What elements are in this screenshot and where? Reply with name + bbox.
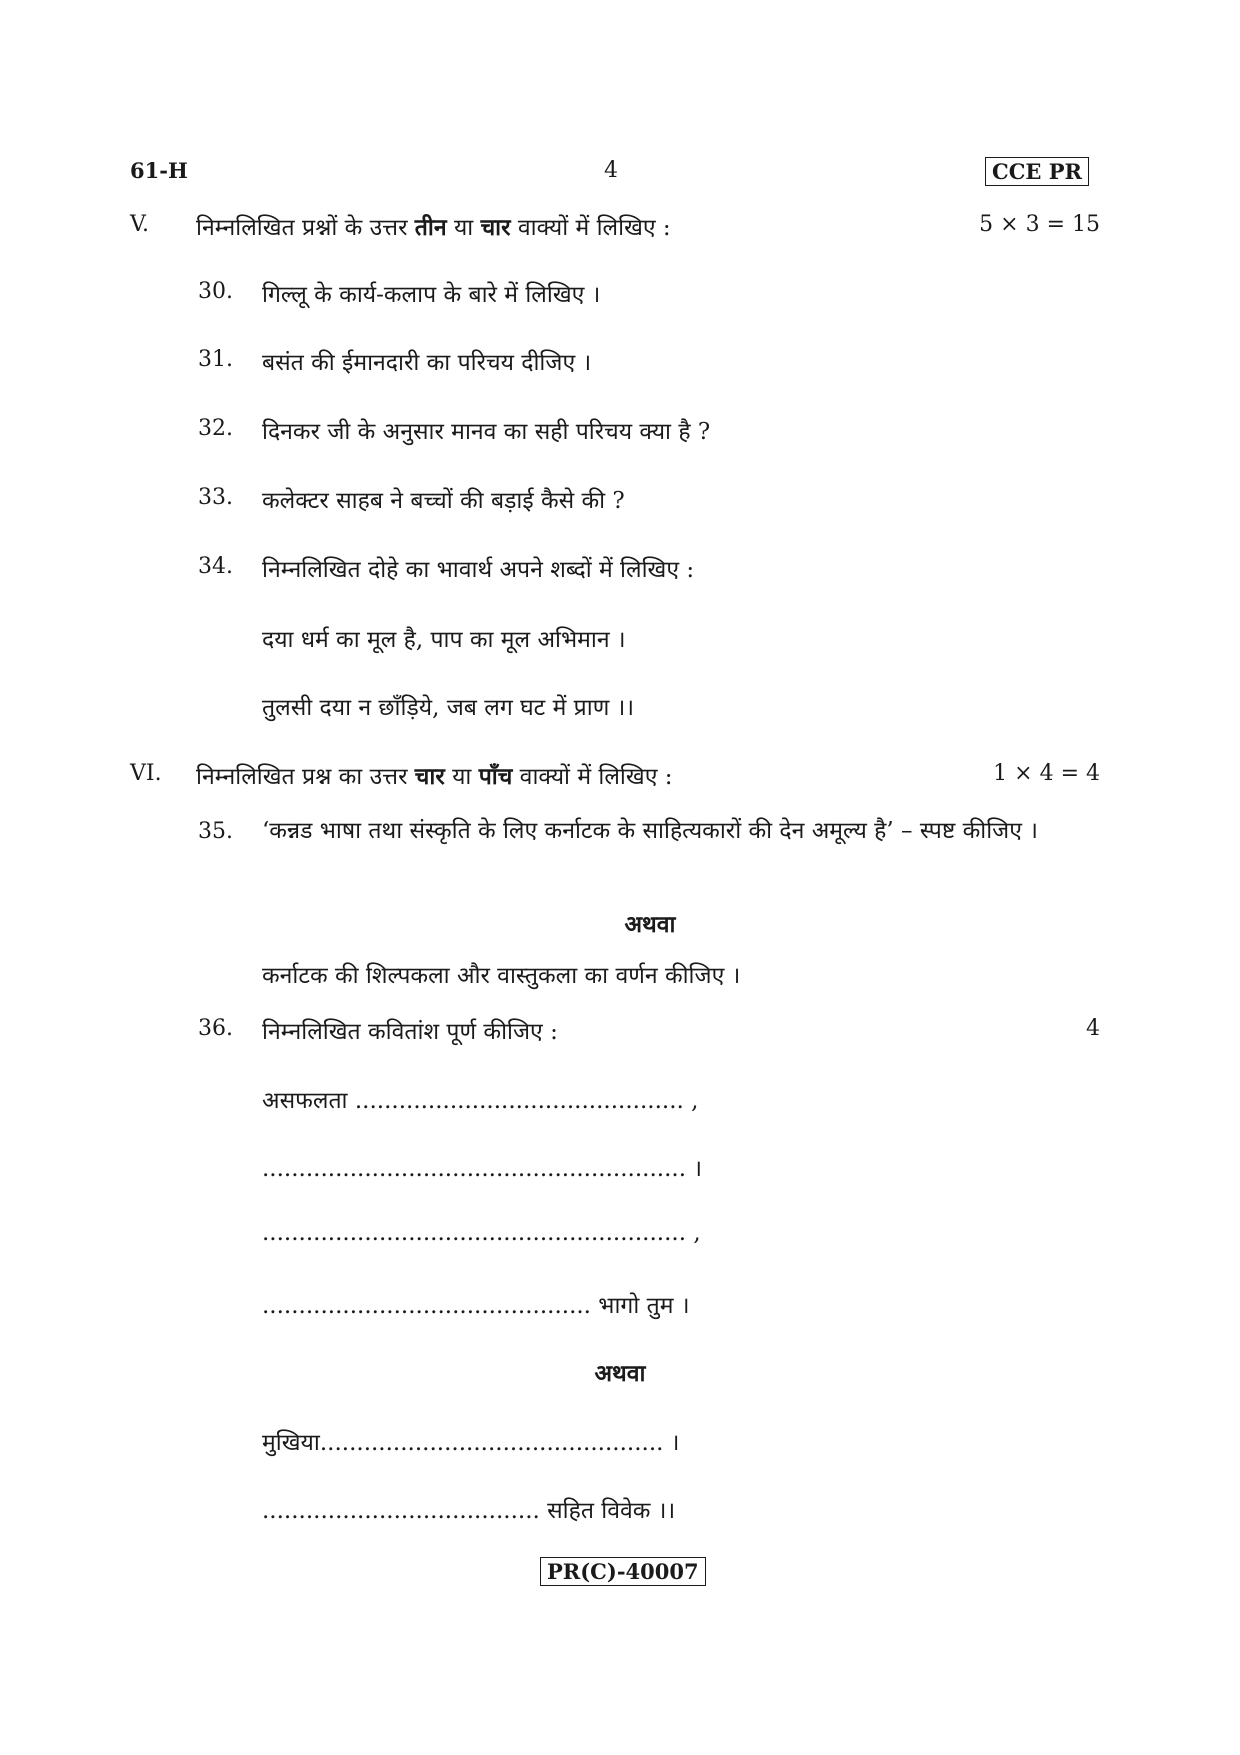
question-text: दिनकर जी के अनुसार मानव का सही परिचय क्या है ? (262, 419, 711, 445)
poem-blank-line: ............................................. भागो तुम । (262, 1293, 690, 1319)
question-number: 30. (198, 279, 233, 304)
poem-blank-line: .......................................................... , (262, 1220, 701, 1246)
or-divider: अथवा (594, 1360, 646, 1387)
question-text: कलेक्टर साहब ने बच्चों की बड़ाई कैसे की ? (262, 488, 625, 514)
instruction-text: वाक्यों में लिखिए : (510, 215, 671, 241)
question-text: ‘कन्नड भाषा तथा संस्कृति के लिए कर्नाटक के साहित्यकारों की देन अमूल्य है’ – स्पष्ट कीजिए । (262, 818, 1038, 844)
poem-blank-line: ...................................... सहित विवेक ।। (262, 1498, 676, 1524)
section-vi-instruction (196, 759, 672, 791)
section-vi-number: VI. (130, 761, 162, 786)
question-number: 35. (198, 819, 233, 844)
instruction-emphasis: पाँच (478, 763, 513, 790)
instruction-text: वाक्यों में लिखिए : (512, 764, 673, 790)
question-number: 34. (198, 554, 233, 579)
section-v-instruction (196, 210, 671, 242)
question-marks: 4 (1086, 1016, 1100, 1041)
section-v-number: V. (130, 212, 150, 237)
question-number: 32. (198, 416, 233, 441)
instruction-text: निम्नलिखित प्रश्नों के उत्तर (196, 215, 415, 241)
poem-blank-line: मुखिया............................................... । (262, 1430, 680, 1456)
question-text: बसंत की ईमानदारी का परिचय दीजिए । (262, 350, 592, 376)
section-vi-marks: 1 × 4 = 4 (993, 761, 1100, 786)
instruction-emphasis: तीन (414, 214, 447, 241)
section-v-marks: 5 × 3 = 15 (979, 212, 1100, 237)
instruction-text: निम्नलिखित प्रश्न का उत्तर (196, 764, 415, 790)
paper-code: 61-H (130, 158, 188, 183)
question-number: 33. (198, 485, 233, 510)
instruction-emphasis: चार (480, 214, 511, 241)
doha-line: तुलसी दया न छाँड़िये, जब लग घट में प्राण ।। (262, 695, 635, 721)
footer-code-badge: PR(C)-40007 (540, 1557, 706, 1586)
instruction-emphasis: चार (414, 763, 445, 790)
poem-blank-line: असफलता ............................................. , (262, 1088, 699, 1114)
series-badge: CCE PR (985, 157, 1089, 186)
instruction-text: या (444, 764, 479, 790)
question-text: निम्नलिखित कवितांश पूर्ण कीजिए : (262, 1019, 558, 1045)
question-text: गिल्लू के कार्य-कलाप के बारे में लिखिए । (262, 282, 601, 308)
question-number: 31. (198, 347, 233, 372)
doha-line: दया धर्म का मूल है, पाप का मूल अभिमान । (262, 627, 626, 653)
or-divider: अथवा (624, 911, 676, 938)
question-text: निम्नलिखित दोहे का भावार्थ अपने शब्दों में लिखिए : (262, 557, 695, 583)
poem-blank-line: .......................................................... । (262, 1156, 703, 1182)
question-alternative: कर्नाटक की शिल्पकला और वास्तुकला का वर्णन कीजिए । (262, 963, 741, 989)
page-number: 4 (604, 158, 618, 183)
question-number: 36. (198, 1016, 233, 1041)
instruction-text: या (446, 215, 481, 241)
